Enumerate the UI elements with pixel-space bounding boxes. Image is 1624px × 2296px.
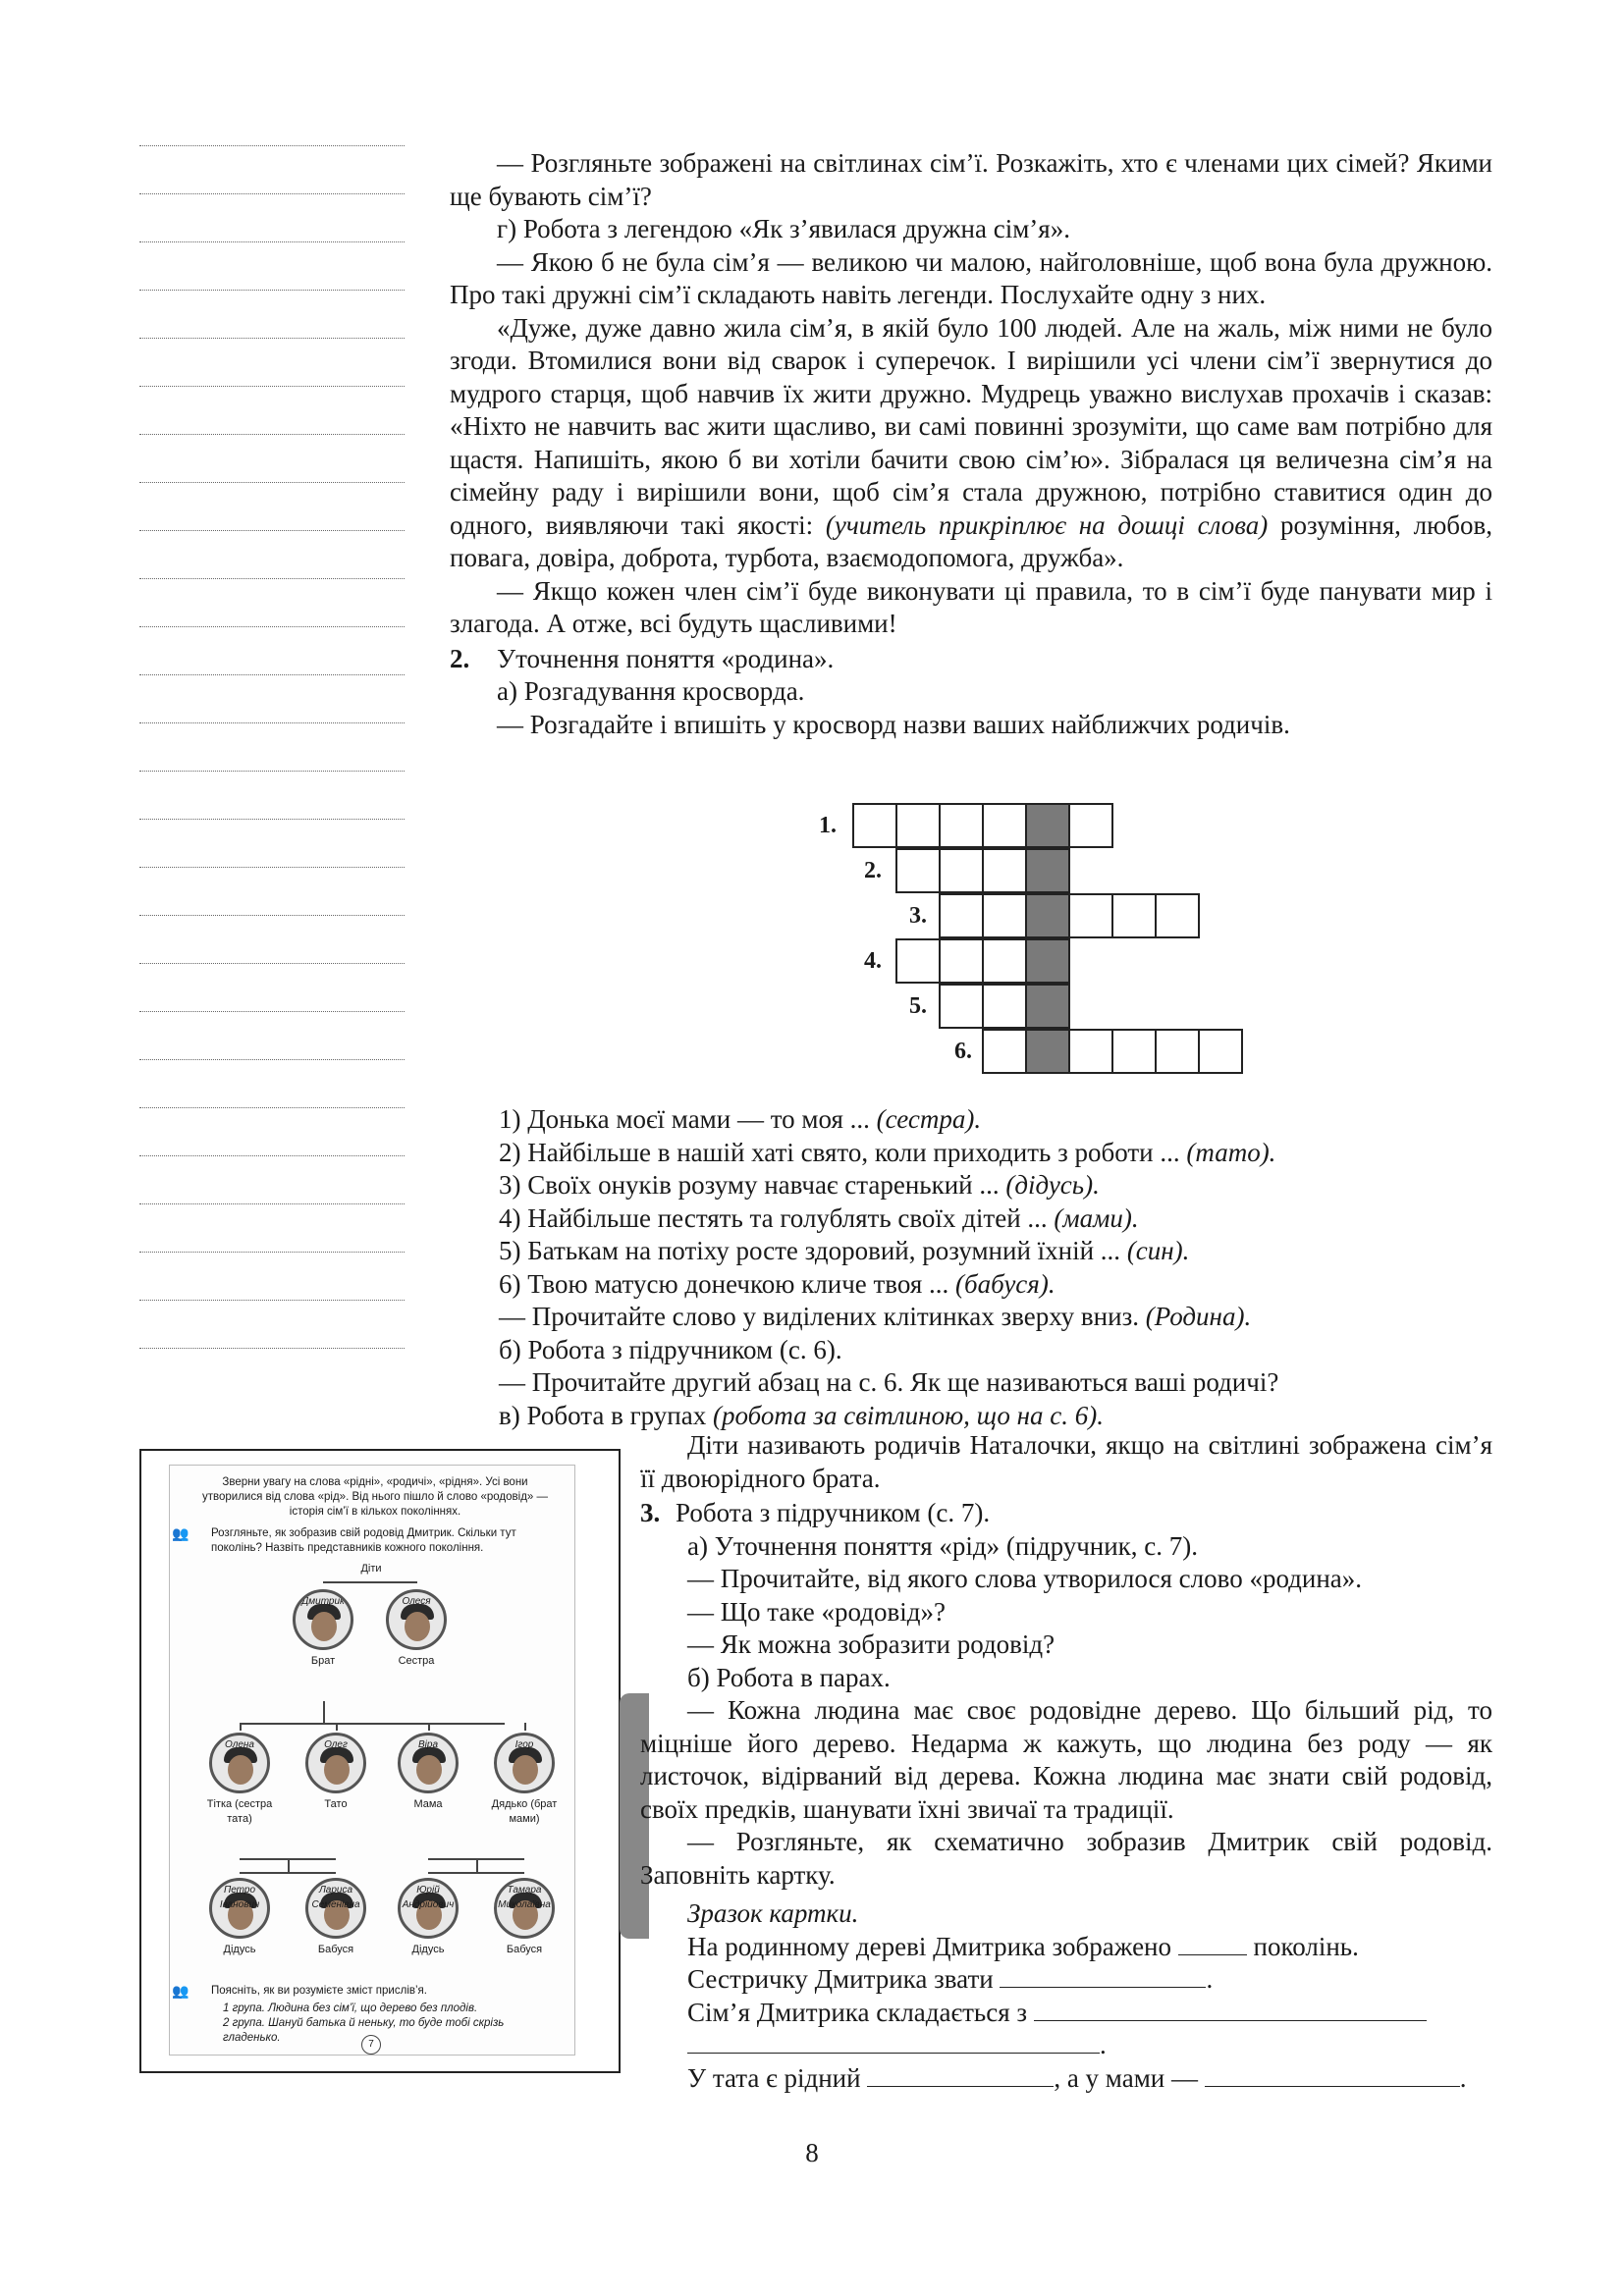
paragraph: — Розгадайте і впишіть у кросворд назви ваших найближчих родичів. <box>497 709 1290 739</box>
clue-line <box>499 1268 1492 1302</box>
paragraph: — Прочитайте, від якого слова утворилося слово «родина». <box>687 1564 1363 1593</box>
family-member-avatar <box>398 1733 459 1793</box>
note-line <box>139 386 405 387</box>
crossword-cell[interactable] <box>939 848 984 893</box>
card-line-1 <box>640 1931 1492 1964</box>
right-column-text <box>640 1429 1492 2095</box>
face-shape <box>405 1612 430 1641</box>
note-line <box>139 1155 405 1156</box>
crossword-clues <box>499 1103 1492 1432</box>
pair-work-icon: 👥 <box>172 1525 189 1541</box>
clue-text: 2) Найбільше в нашій хаті свято, коли приходить з роботи ... <box>499 1137 1187 1167</box>
family-member-role: Дідусь <box>223 1944 256 1955</box>
paragraph: а) Розгадування кросворда. <box>497 676 805 706</box>
crossword-cell[interactable] <box>982 984 1027 1029</box>
crossword-row-number: 3. <box>909 903 927 929</box>
clue-line <box>499 1400 1492 1433</box>
crossword-cell[interactable] <box>1068 893 1113 938</box>
family-member-avatar <box>398 1878 459 1939</box>
note-line <box>139 241 405 242</box>
card-text: У тата є рідний <box>687 2062 861 2093</box>
legend-note: (учитель прикріплює на дошці слова) <box>825 509 1269 540</box>
book-task: Розгляньте, як зобразив свій родовід Дмитрик. Скільки тут поколінь? Назвіть представників кожного покоління. <box>211 1527 516 1554</box>
tree-connector <box>240 1723 242 1731</box>
face-shape <box>416 1755 442 1785</box>
clue-line <box>499 1301 1492 1334</box>
paragraph: — Розгляньте, як схематично зобразив Дмитрик свій родовід. Заповніть картку. <box>640 1827 1492 1890</box>
crossword-cell[interactable] <box>982 803 1027 848</box>
legend-text-end: розуміння, любов, повага, довіра, доброта, турбота, взаємодопомога, дружба». <box>450 509 1493 572</box>
family-member-role: Брат <box>310 1655 336 1667</box>
paragraph: — Як можна зобразити родовід? <box>687 1629 1056 1659</box>
family-member-avatar <box>209 1733 270 1793</box>
fill-blank[interactable] <box>1034 1999 1427 2021</box>
note-line <box>139 434 405 435</box>
family-member-name: Олег <box>324 1739 348 1750</box>
note-line <box>139 1300 405 1301</box>
crossword-cell-highlighted[interactable] <box>1025 848 1070 893</box>
tree-connector <box>428 1723 430 1731</box>
family-member-avatar <box>305 1733 366 1793</box>
crossword-row-number: 4. <box>864 948 882 974</box>
section-2-heading <box>450 643 1492 676</box>
crossword-cell[interactable] <box>982 938 1027 984</box>
family-member-name: Тамара Миколаївна <box>498 1885 551 1910</box>
page-number: 8 <box>805 2138 819 2167</box>
legend-paragraph <box>450 312 1492 575</box>
crossword-cell[interactable] <box>939 938 984 984</box>
family-member-avatar <box>386 1589 447 1650</box>
paragraph: — Якою б не була сім’я — великою чи малою, найголовніше, щоб вона була дружною. Про такі дружні сім’ї складають навіть легенди. Послухайте одну з них. <box>450 246 1492 309</box>
crossword-cell[interactable] <box>1068 803 1113 848</box>
note-line <box>139 626 405 627</box>
card-title-text: Зразок картки. <box>687 1898 859 1928</box>
note-line <box>139 482 405 483</box>
clue-text: 6) Твою матусю донечкою кличе твоя ... <box>499 1268 956 1299</box>
tree-connector <box>476 1858 478 1872</box>
section-title: Уточнення поняття «родина». <box>497 643 835 673</box>
crossword-cell[interactable] <box>1111 1029 1157 1074</box>
family-member-name: Петро Іванович <box>219 1885 260 1910</box>
note-line <box>139 1059 405 1060</box>
crossword-cell[interactable] <box>982 848 1027 893</box>
note-line <box>139 193 405 194</box>
crossword-cell[interactable] <box>1155 893 1200 938</box>
family-member-avatar <box>293 1589 353 1650</box>
fill-blank[interactable] <box>687 2031 1100 2054</box>
clue-answer: (тато). <box>1186 1137 1276 1167</box>
family-member-role: Дядько (брат мами) <box>491 1798 558 1825</box>
card-text: Сім’я Дмитрика складається з <box>687 1997 1028 2027</box>
clue-answer: (Родина). <box>1145 1302 1252 1331</box>
clue-text: — Прочитайте слово у виділених клітинках зверху вниз. <box>499 1302 1146 1331</box>
crossword-cell[interactable] <box>1111 893 1157 938</box>
section-3-heading <box>640 1497 1492 1530</box>
family-member-role: Мама <box>413 1798 443 1810</box>
paragraph: а) Уточнення поняття «рід» (підручник, с. 7). <box>687 1530 1199 1561</box>
clue-line <box>499 1169 1492 1202</box>
face-shape <box>311 1612 337 1641</box>
family-member-avatar <box>494 1733 555 1793</box>
section-number: 2. <box>450 643 470 673</box>
note-line <box>139 867 405 868</box>
proverb-task: Поясніть, як ви розумієте зміст прислів’я. <box>211 1985 427 1997</box>
crossword-cell[interactable] <box>939 803 984 848</box>
card-line-2: Сестричку Дмитрика звати . <box>687 1964 1214 1994</box>
family-member-role: Тітка (сестра тата) <box>206 1798 273 1825</box>
clue-line <box>499 1366 1492 1400</box>
card-line-3 <box>640 1997 1492 2030</box>
clue-text: б) Робота з підручником (с. 6). <box>499 1334 842 1364</box>
family-member-name: Олена <box>225 1739 254 1750</box>
card-line-4: У тата є рідний , а у мами — . <box>687 2062 1467 2093</box>
section-number: 3. <box>640 1498 661 1527</box>
crossword-cell[interactable] <box>1198 1029 1243 1074</box>
clue-answer: (син). <box>1126 1236 1190 1265</box>
textbook-page <box>169 1465 575 2056</box>
note-line <box>139 963 405 964</box>
card-text: Сестричку Дмитрика звати <box>687 1964 994 1994</box>
note-line <box>139 145 405 146</box>
tree-connector <box>336 1723 338 1731</box>
note-line <box>139 722 405 723</box>
tree-connector <box>288 1858 290 1872</box>
crossword-row-number: 5. <box>909 993 927 1019</box>
crossword-cell[interactable] <box>982 893 1027 938</box>
crossword-cell[interactable] <box>1068 1029 1113 1074</box>
group-2-proverb: 2 група. Шануй батька й неньку, то буде тобі скрізь гладенько. <box>223 2017 505 2044</box>
tree-connector <box>323 1581 417 1583</box>
family-member-name: Ігор <box>514 1739 534 1750</box>
section-title: Робота з підручником (с. 7). <box>676 1498 991 1527</box>
note-line <box>139 1203 405 1204</box>
card-title <box>640 1897 1492 1931</box>
note-line <box>139 819 405 820</box>
crossword-cell[interactable] <box>852 803 897 848</box>
family-member-name: Дмитрик <box>301 1596 345 1607</box>
note-line <box>139 1107 405 1108</box>
paragraph: Діти називають родичів Наталочки, якщо на світлині зображена сім’я її двоюрідного брата. <box>640 1430 1492 1493</box>
paragraph: — Що таке «родовід»? <box>687 1596 946 1627</box>
crossword-cell[interactable] <box>895 938 941 984</box>
crossword <box>805 803 1296 1097</box>
margin-note-lines <box>139 145 405 1396</box>
clue-text: 3) Своїх онуків розуму навчає старенький ... <box>499 1170 1006 1200</box>
note-line <box>139 290 405 291</box>
crossword-cell[interactable] <box>939 893 984 938</box>
crossword-cell-highlighted[interactable] <box>1025 984 1070 1029</box>
main-text <box>450 147 1492 741</box>
family-member-role: Тато <box>324 1798 348 1810</box>
note-line <box>139 1348 405 1349</box>
paragraph: — Якщо кожен член сім’ї буде виконувати ці правила, то в сім’ї буде панувати мир і злагода. А отже, всі будуть щасливими! <box>450 575 1492 638</box>
family-member-name: Олеся <box>402 1596 431 1607</box>
family-member-name: Юрій Андрійович <box>402 1885 455 1910</box>
family-member-role: Сестра <box>398 1655 435 1667</box>
clue-text: 5) Батькам на потіху росте здоровий, розумний їхній ... <box>499 1236 1127 1265</box>
crossword-cell-highlighted[interactable] <box>1025 938 1070 984</box>
crossword-row-number: 6. <box>954 1039 972 1064</box>
note-line <box>139 1252 405 1253</box>
group-work-icon: 👥 <box>172 1983 189 1999</box>
note-line <box>139 915 405 916</box>
textbook-page-image <box>139 1449 621 2073</box>
tree-connector <box>323 1701 325 1723</box>
clue-answer: (мами). <box>1054 1202 1139 1233</box>
tree-connector <box>240 1723 505 1725</box>
note-line <box>139 578 405 579</box>
face-shape <box>513 1755 538 1785</box>
tree-connector <box>240 1872 336 1874</box>
clue-line <box>499 1103 1492 1137</box>
note-line <box>139 674 405 675</box>
clue-line <box>499 1202 1492 1236</box>
paragraph: г) Робота з легендою «Як з’явилася дружна сім’я». <box>497 214 1070 243</box>
face-shape <box>228 1755 253 1785</box>
paragraph: — Розгляньте зображені на світлинах сім’ї. Розкажіть, хто є членами цих сімей? Якими ще бувають сім’ї? <box>450 148 1492 211</box>
book-page-number: 7 <box>361 2035 381 2055</box>
card-text: , а у мами — <box>1054 2062 1198 2093</box>
family-member-avatar <box>494 1878 555 1939</box>
clue-answer: (сестра). <box>876 1104 982 1134</box>
fill-blank[interactable] <box>867 2064 1054 2087</box>
clue-text: в) Робота в групах <box>499 1400 713 1430</box>
crossword-cell[interactable] <box>982 1029 1027 1074</box>
note-line <box>139 530 405 531</box>
family-member-role: Бабуся <box>506 1944 543 1955</box>
clue-line <box>499 1137 1492 1170</box>
family-member-avatar <box>305 1878 366 1939</box>
book-intro: Зверни увагу на слова «рідні», «родичі», «рідня». Усі вони утворилися від слова «рід». Від нього пішло й слово «родовід» — історія сім’ї в кількох поколіннях. <box>201 1476 548 1518</box>
fill-blank[interactable] <box>1000 1965 1206 1988</box>
crossword-cell[interactable] <box>939 984 984 1029</box>
clue-answer: (бабуся). <box>955 1268 1056 1299</box>
kids-label: Діти <box>360 1563 382 1575</box>
tree-connector <box>524 1723 526 1731</box>
fill-blank[interactable] <box>1178 1933 1247 1955</box>
note-line <box>139 771 405 772</box>
crossword-cell-highlighted[interactable] <box>1025 803 1070 848</box>
crossword-cell[interactable] <box>1155 1029 1200 1074</box>
clue-line <box>499 1235 1492 1268</box>
legend-text: «Дуже, дуже давно жила сім’я, в якій було 100 людей. Але на жаль, між ними не було згоди. Втомилися вони від сварок і суперечок. І вирішили усі члени сім’ї звернутися до мудрого старця, щоб навчив їх жити дружно. Мудрець уважно вислухав прохачів і сказав: «Ніхто не навчить вас жити щасливо, ви самі повинні зрозуміти, що саме вам потрібно для щастя. Напишіть, якою б ви хотіли бачити свою сім’ю». Зібралася ця величезна сім’я на сімейну раду і вирішили вони, щоб сім’я стала дружною, потрібно ставитися один до одного, виявляючи такі якості: <box>450 312 1492 540</box>
fill-blank[interactable] <box>1205 2064 1460 2087</box>
paragraph: — Кожна людина має своє родовідне дерево. Що більший рід, то міцніше його дерево. Недарма ж кажуть, що людина без роду — як листочок, відірваний від дерева. Кожна людина має знати свій родовід, своїх предків, шанувати їхні звичаї та традиції. <box>640 1695 1492 1824</box>
crossword-cell[interactable] <box>895 803 941 848</box>
face-shape <box>324 1755 350 1785</box>
family-member-avatar <box>209 1878 270 1939</box>
crossword-cell-highlighted[interactable] <box>1025 893 1070 938</box>
family-member-role: Дідусь <box>411 1944 445 1955</box>
clue-text: 1) Донька моєї мами — то моя ... <box>499 1104 877 1134</box>
group-1-proverb: 1 група. Людина без сім’ї, що дерево без плодів. <box>223 2002 478 2014</box>
clue-line <box>499 1334 1492 1367</box>
note-line <box>139 1011 405 1012</box>
family-member-name: Лариса Семенівна <box>311 1885 360 1910</box>
clue-answer: (дідусь). <box>1005 1170 1100 1200</box>
paragraph: б) Робота в парах. <box>687 1662 891 1692</box>
card-line-3b: . <box>640 2029 1492 2062</box>
family-member-role: Бабуся <box>317 1944 354 1955</box>
card-text: поколінь. <box>1253 1931 1359 1961</box>
crossword-row-number: 1. <box>819 813 837 838</box>
crossword-cell-highlighted[interactable] <box>1025 1029 1070 1074</box>
tree-connector <box>428 1872 524 1874</box>
clue-text: — Прочитайте другий абзац на с. 6. Як ще називаються ваші родичі? <box>499 1367 1279 1397</box>
note-line <box>139 338 405 339</box>
crossword-row-number: 2. <box>864 858 882 883</box>
card-text: На родинному дереві Дмитрика зображено <box>687 1931 1172 1961</box>
clue-answer: (робота за світлиною, що на с. 6). <box>712 1400 1104 1430</box>
crossword-cell[interactable] <box>895 848 941 893</box>
clue-text: 4) Найбільше пестять та голублять своїх дітей ... <box>499 1202 1055 1233</box>
family-member-name: Віра <box>417 1739 438 1750</box>
